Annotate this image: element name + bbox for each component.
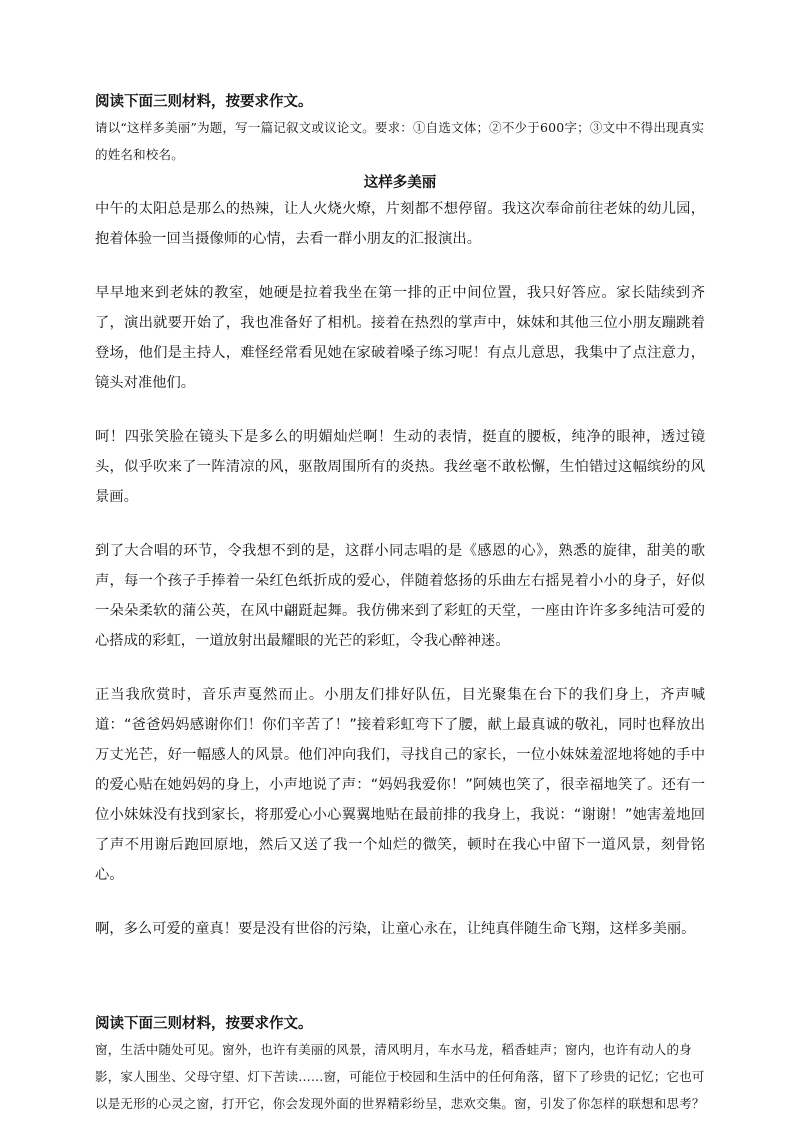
section2-heading: 阅读下面三则材料，按要求作文。	[95, 1016, 313, 1032]
essay-title: 这样多美丽	[363, 175, 437, 191]
essay-paragraph: 呵！四张笑脸在镜头下是多么的明媚灿烂啊！生动的表情，挺直的腰板，纯净的眼神，透过镜头，似乎吹来了一阵清凉的风，驱散周围所有的炎热。我丝毫不敢松懈，生怕错过这幅缤纷的风景画。	[95, 429, 705, 505]
essay-paragraph: 中午的太阳总是那么的热辣，让人火烧火燎，片刻都不想停留。我这次奉命前往老妹的幼儿园，抱着体验一回当摄像师的心情，去看一群小朋友的汇报演出。	[95, 201, 705, 247]
essay-paragraph: 早早地来到老妹的教室，她硬是拉着我坐在第一排的正中间位置，我只好答应。家长陆续到齐了，演出就要开始了，我也准备好了相机。接着在热烈的掌声中，妹妹和其他三位小朋友蹦跳着登场，他们是主持人，难怪经常看见她在家破着嗓子练习呢！有点儿意思，我集中了点注意力，镜头对准他们。	[95, 285, 705, 391]
document-page	[95, 90, 705, 1117]
section-spacer	[95, 968, 705, 1012]
section2-prompt: 窗，生活中随处可见。窗外，也许有美丽的风景，清风明月，车水马龙，稻香蛙声；窗内，也许有动人的身影，家人围坐、父母守望、灯下苦读……窗，可能位于校园和生活中的任何角落，留下了珍贵的记忆；它也可以是无形的心灵之窗，打开它，你会发现外面的世界精彩纷呈，悲欢交集。窗，引发了你怎样的联想和思考？	[95, 1042, 705, 1111]
section1-prompt: 请以“这样多美丽”为题，写一篇记叙文或议论文。要求：①自选文体；②不少于600字；③文中不得出现真实的姓名和校名。	[95, 120, 705, 162]
section1-heading: 阅读下面三则材料，按要求作文。	[95, 94, 313, 110]
essay-paragraph: 啊，多么可爱的童真！要是没有世俗的污染，让童心永在，让纯真伴随生命飞翔，这样多美丽。	[95, 921, 696, 937]
essay-paragraph: 正当我欣赏时，音乐声戛然而止。小朋友们排好队伍，目光聚集在台下的我们身上，齐声喊道：“爸爸妈妈感谢你们！你们辛苦了！”接着彩虹弯下了腰，献上最真诚的敬礼，同时也释放出万丈光芒，好一幅感人的风景。他们冲向我们，寻找自己的家长，一位小妹妹羞涩地将她的手中的爱心贴在她妈妈的身上，小声地说了声：“妈妈我爱你！”阿姨也笑了，很幸福地笑了。还有一位小妹妹没有找到家长，将那爱心小心翼翼地贴在最前排的我身上，我说：“谢谢！”她害羞地回了声不用谢后跑回原地，然后又送了我一个灿烂的微笑，顿时在我心中留下一道风景，刻骨铭心。	[95, 687, 705, 883]
essay-paragraph: 到了大合唱的环节，令我想不到的是，这群小同志唱的是《感恩的心》，熟悉的旋律，甜美的歌声，每一个孩子手捧着一朵红色纸折成的爱心，伴随着悠扬的乐曲左右摇晃着小小的身子，好似一朵朵柔软的蒲公英，在风中翩跹起舞。我仿佛来到了彩虹的天堂，一座由许许多多纯洁可爱的心搭成的彩虹，一道放射出最耀眼的光芒的彩虹，令我心醉神迷。	[95, 543, 705, 649]
